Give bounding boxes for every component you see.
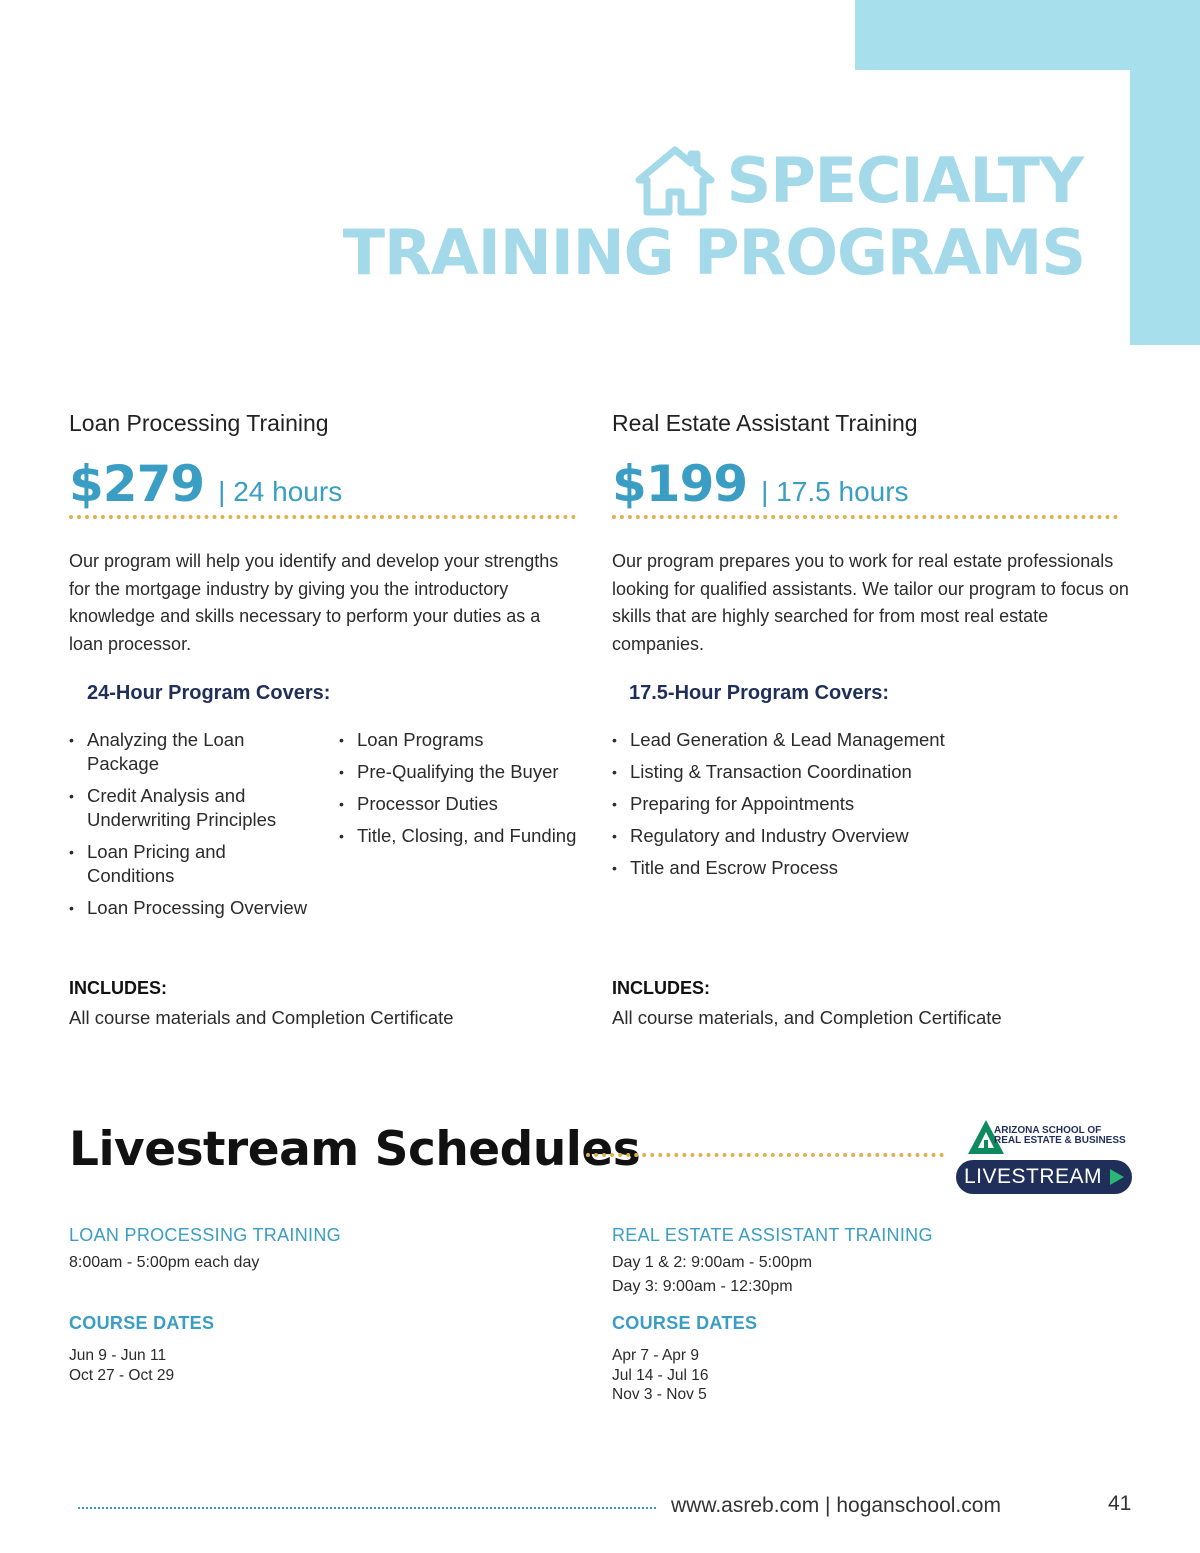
schedule-heading: LOAN PROCESSING TRAINING <box>69 1225 341 1245</box>
schedule-line: Day 1 & 2: 9:00am - 5:00pm <box>612 1254 813 1271</box>
includes-heading: INCLUDES: <box>612 978 710 998</box>
date-range: Nov 3 - Nov 5 <box>612 1386 707 1403</box>
dotted-divider <box>69 515 576 519</box>
hours: | 17.5 hours <box>761 476 909 507</box>
list-item: • Processor Duties <box>339 792 584 816</box>
list-item: • Title, Closing, and Funding <box>339 824 584 848</box>
includes-heading: INCLUDES: <box>69 978 167 998</box>
course-dates-heading: COURSE DATES <box>612 1313 758 1333</box>
livestream-badge <box>956 1160 1132 1194</box>
list-item: • Preparing for Appointments <box>612 792 1112 816</box>
page-title-line1 <box>633 140 1083 220</box>
program-description: Our program will help you identify and develop your strengths for the mortgage industry by giving you the introductory knowledge and skills necessary to perform your duties as a loan processor. <box>69 551 559 654</box>
logo-line1: ARIZONA SCHOOL OF <box>994 1125 1102 1136</box>
schedule-times <box>612 1251 812 1299</box>
price-row <box>69 455 579 513</box>
page-number: 41 <box>1108 1492 1132 1515</box>
list-item: • Title and Escrow Process <box>612 856 1112 880</box>
dotted-divider <box>612 515 1118 519</box>
price: $279 <box>69 455 205 513</box>
schedule-line: 8:00am - 5:00pm each day <box>69 1254 260 1271</box>
list-item: • Loan Programs <box>339 728 584 752</box>
covers-list <box>612 728 1112 888</box>
hours: | 24 hours <box>218 476 343 507</box>
play-icon <box>1110 1169 1124 1185</box>
date-range: Jul 14 - Jul 16 <box>612 1366 709 1384</box>
list-item: • Lead Generation & Lead Management <box>612 728 1112 752</box>
logo-text <box>994 1126 1126 1146</box>
footer-url[interactable]: www.asreb.com | hoganschool.com <box>671 1494 1001 1517</box>
list-item: • Analyzing the Loan Package <box>69 728 309 776</box>
includes-text: All course materials and Completion Certificate <box>69 1007 454 1028</box>
livestream-title: Livestream Schedules <box>69 1122 641 1177</box>
course-dates <box>612 1346 709 1405</box>
includes-text: All course materials, and Completion Certificate <box>612 1007 1002 1028</box>
program-name: Loan Processing Training <box>69 410 329 436</box>
list-item: • Regulatory and Industry Overview <box>612 824 1112 848</box>
date-range: Oct 27 - Oct 29 <box>69 1366 175 1384</box>
page-title-line2: TRAINING PROGRAMS <box>342 216 1085 289</box>
covers-heading: 24-Hour Program Covers: <box>87 682 331 704</box>
list-item: • Loan Processing Overview <box>69 896 309 920</box>
schedule-line: Day 3: 9:00am - 12:30pm <box>612 1278 793 1295</box>
footer-divider <box>78 1507 656 1509</box>
house-icon <box>633 144 717 216</box>
course-dates <box>69 1346 174 1385</box>
side-accent-bar <box>1130 70 1200 345</box>
list-item: • Pre-Qualifying the Buyer <box>339 760 584 784</box>
logo-line2: REAL ESTATE & BUSINESS <box>994 1135 1126 1146</box>
date-range: Jun 9 - Jun 11 <box>69 1347 167 1364</box>
price: $199 <box>612 455 748 513</box>
program-name: Real Estate Assistant Training <box>612 410 918 436</box>
date-range: Apr 7 - Apr 9 <box>612 1347 700 1364</box>
livestream-badge-label: LIVESTREAM <box>963 1165 1103 1188</box>
list-item: • Loan Pricing and Conditions <box>69 840 309 888</box>
covers-heading: 17.5-Hour Program Covers: <box>629 682 890 704</box>
price-row <box>612 455 1122 513</box>
list-item: • Credit Analysis and Underwriting Principles <box>69 784 309 832</box>
title-specialty: SPECIALTY <box>726 143 1083 217</box>
dotted-divider <box>586 1153 944 1157</box>
covers-list-col1 <box>69 728 309 928</box>
covers-list-col2 <box>339 728 584 856</box>
schedule-heading: REAL ESTATE ASSISTANT TRAINING <box>612 1225 933 1245</box>
header-accent-bar <box>855 0 1200 70</box>
course-dates-heading: COURSE DATES <box>69 1313 215 1333</box>
list-item: • Listing & Transaction Coordination <box>612 760 1112 784</box>
schedule-times <box>69 1251 259 1275</box>
program-description: Our program prepares you to work for real estate professionals looking for qualified assistants. We tailor our program to focus on skills that are highly searched for from most real estate companies. <box>612 551 1129 654</box>
